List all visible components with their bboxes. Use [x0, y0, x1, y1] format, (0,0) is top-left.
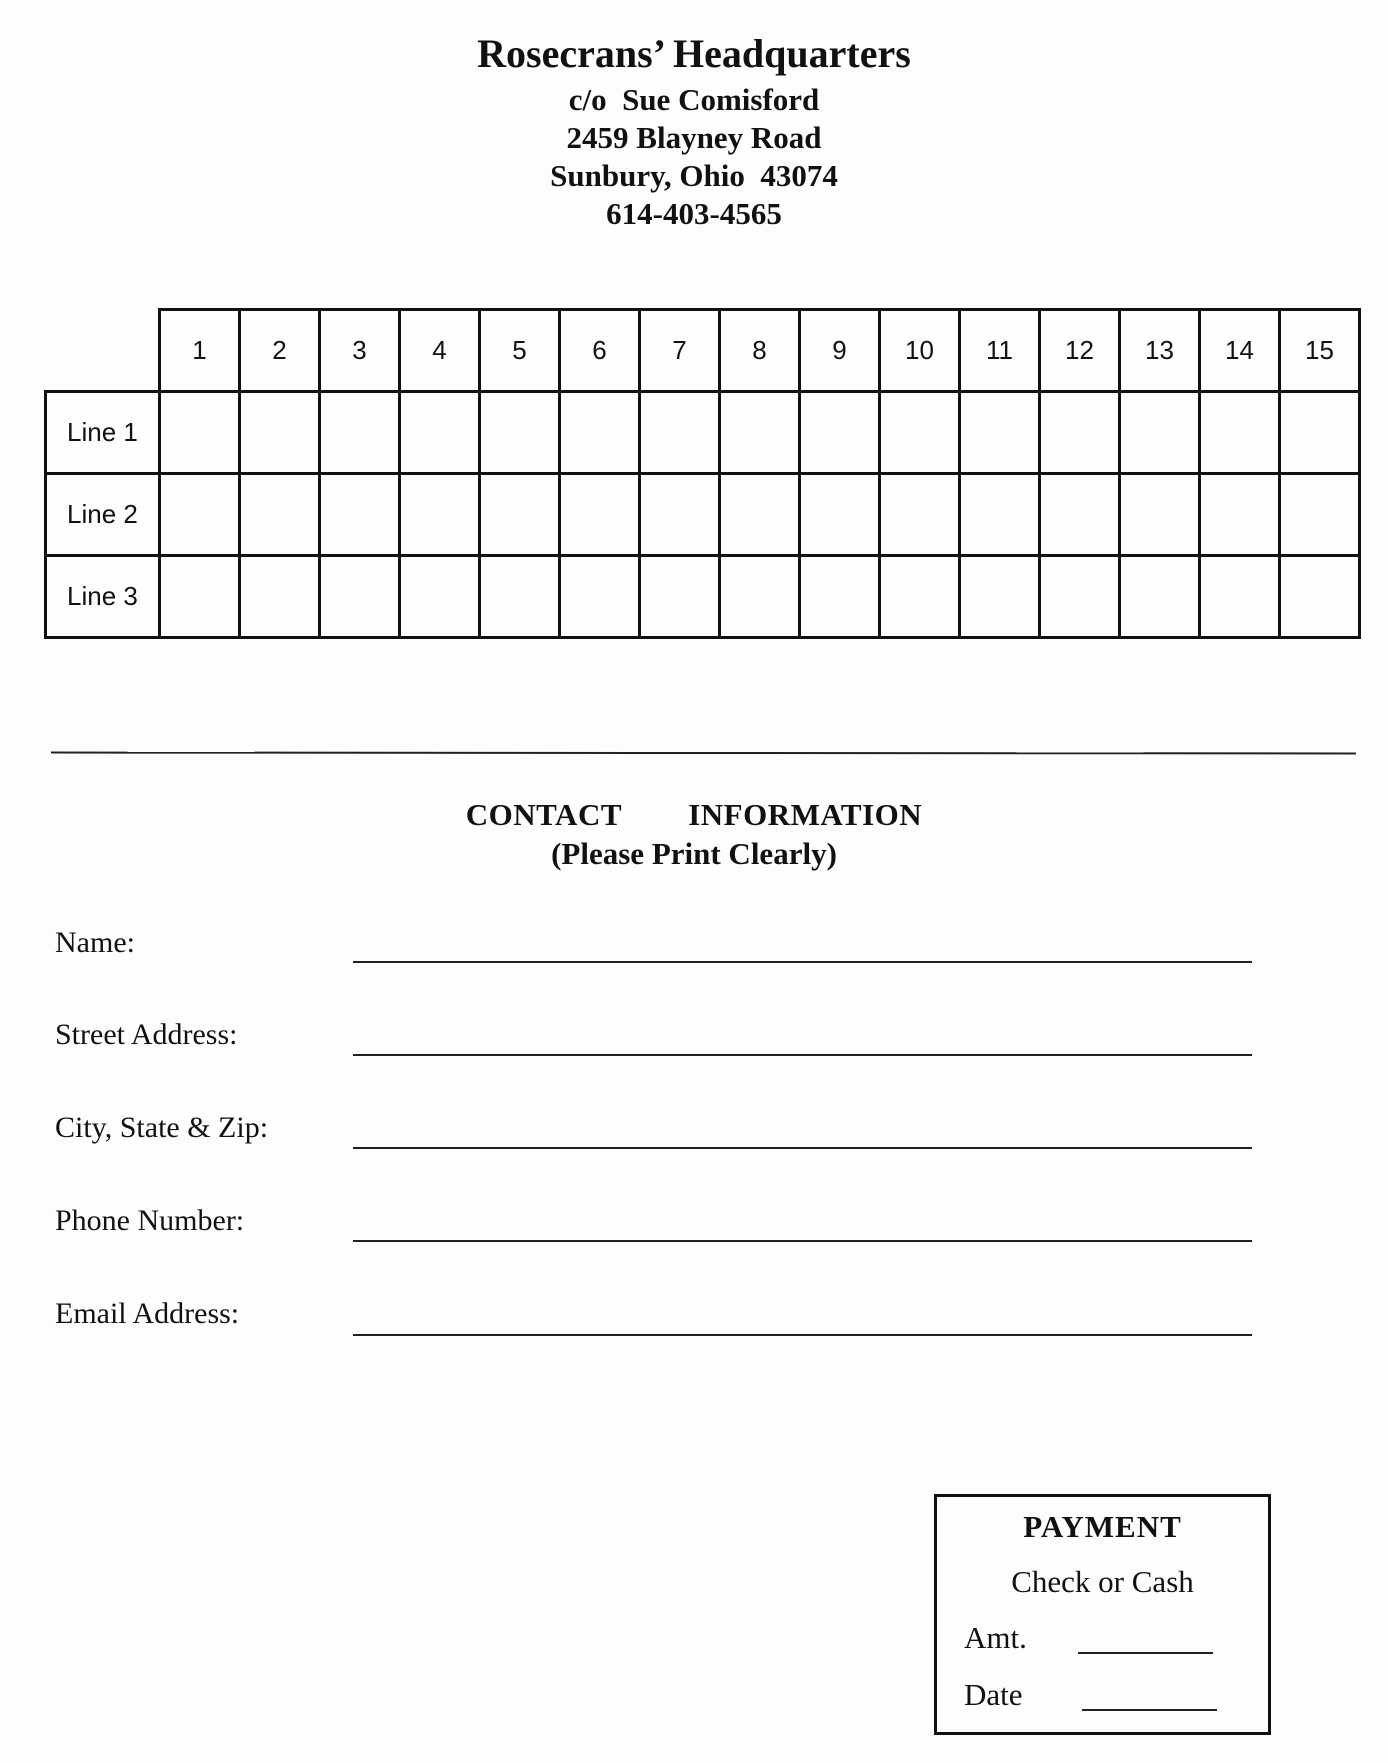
grid-column-header: 10 [880, 310, 960, 392]
name-label: Name: [55, 926, 135, 959]
grid-cell[interactable] [1200, 474, 1280, 556]
grid-column-header: 1 [160, 310, 240, 392]
city-state-zip-label: City, State & Zip: [55, 1111, 269, 1144]
payment-title: PAYMENT [1023, 1509, 1182, 1544]
grid-cell[interactable] [480, 392, 560, 474]
phone-line: 614-403-4565 [606, 196, 782, 231]
grid-row-label: Line 2 [46, 474, 160, 556]
grid-column-header: 2 [240, 310, 320, 392]
email-address-label: Email Address: [55, 1297, 240, 1330]
street-address-label: Street Address: [55, 1018, 238, 1051]
date-label: Date [964, 1677, 1023, 1712]
grid-cell[interactable] [800, 392, 880, 474]
grid-cell[interactable] [560, 474, 640, 556]
payment-box [934, 1494, 1271, 1735]
grid-cell[interactable] [400, 474, 480, 556]
grid-cell[interactable] [880, 474, 960, 556]
grid-cell[interactable] [960, 392, 1040, 474]
grid-cell[interactable] [480, 474, 560, 556]
grid-cell[interactable] [480, 556, 560, 638]
grid-row [46, 556, 1360, 638]
street-address-field[interactable] [353, 1054, 1252, 1056]
grid-column-header: 12 [1040, 310, 1120, 392]
grid-cell[interactable] [1200, 392, 1280, 474]
grid-cell[interactable] [880, 556, 960, 638]
grid-row-label: Line 1 [46, 392, 160, 474]
contact-title: CONTACT INFORMATION [465, 797, 923, 832]
name-field[interactable] [353, 961, 1252, 963]
amount-field[interactable] [1078, 1652, 1213, 1654]
grid-cell[interactable] [1280, 392, 1360, 474]
street-line: 2459 Blayney Road [566, 120, 822, 155]
email-address-field[interactable] [353, 1334, 1252, 1336]
grid-row [46, 474, 1360, 556]
grid-cell[interactable] [1120, 474, 1200, 556]
grid-column-header: 6 [560, 310, 640, 392]
grid-cell[interactable] [1120, 556, 1200, 638]
grid-header-row [46, 310, 1360, 392]
grid-cell[interactable] [1040, 392, 1120, 474]
line-grid [44, 308, 1361, 639]
grid-cell[interactable] [1280, 556, 1360, 638]
grid-cell[interactable] [1040, 474, 1120, 556]
grid-cell[interactable] [240, 474, 320, 556]
grid-cell[interactable] [240, 392, 320, 474]
grid-column-header: 9 [800, 310, 880, 392]
grid-cell[interactable] [960, 556, 1040, 638]
phone-number-label: Phone Number: [55, 1204, 245, 1237]
grid-corner [46, 310, 160, 392]
amount-label: Amt. [964, 1620, 1027, 1655]
grid-column-header: 7 [640, 310, 720, 392]
grid-cell[interactable] [160, 556, 240, 638]
grid-cell[interactable] [880, 392, 960, 474]
org-title: Rosecrans’ Headquarters [477, 31, 911, 76]
grid-column-header: 14 [1200, 310, 1280, 392]
payment-methods: Check or Cash [1011, 1564, 1194, 1599]
grid-cell[interactable] [400, 392, 480, 474]
grid-cell[interactable] [800, 474, 880, 556]
grid-cell[interactable] [320, 474, 400, 556]
grid-cell[interactable] [1280, 474, 1360, 556]
grid-cell[interactable] [640, 474, 720, 556]
phone-number-field[interactable] [353, 1240, 1252, 1242]
grid-column-header: 4 [400, 310, 480, 392]
grid-cell[interactable] [560, 556, 640, 638]
grid-cell[interactable] [640, 392, 720, 474]
grid-row [46, 392, 1360, 474]
city-state-zip-field[interactable] [353, 1147, 1252, 1149]
grid-cell[interactable] [960, 474, 1040, 556]
grid-cell[interactable] [640, 556, 720, 638]
grid-cell[interactable] [240, 556, 320, 638]
grid-cell[interactable] [1040, 556, 1120, 638]
grid-column-header: 5 [480, 310, 560, 392]
grid-cell[interactable] [1120, 392, 1200, 474]
grid-row-label: Line 3 [46, 556, 160, 638]
date-field[interactable] [1082, 1709, 1217, 1711]
contact-subtitle: (Please Print Clearly) [551, 836, 837, 871]
grid-column-header: 3 [320, 310, 400, 392]
section-divider [51, 752, 1356, 755]
grid-cell[interactable] [720, 392, 800, 474]
city-line: Sunbury, Ohio 43074 [550, 158, 838, 193]
grid-cell[interactable] [160, 392, 240, 474]
grid-cell[interactable] [320, 392, 400, 474]
grid-cell[interactable] [1200, 556, 1280, 638]
grid-cell[interactable] [160, 474, 240, 556]
grid-column-header: 8 [720, 310, 800, 392]
grid-cell[interactable] [720, 556, 800, 638]
grid-cell[interactable] [320, 556, 400, 638]
grid-column-header: 15 [1280, 310, 1360, 392]
grid-column-header: 11 [960, 310, 1040, 392]
grid-cell[interactable] [560, 392, 640, 474]
grid-cell[interactable] [400, 556, 480, 638]
care-of-line: c/o Sue Comisford [568, 82, 820, 117]
grid-cell[interactable] [720, 474, 800, 556]
grid-column-header: 13 [1120, 310, 1200, 392]
grid-cell[interactable] [800, 556, 880, 638]
